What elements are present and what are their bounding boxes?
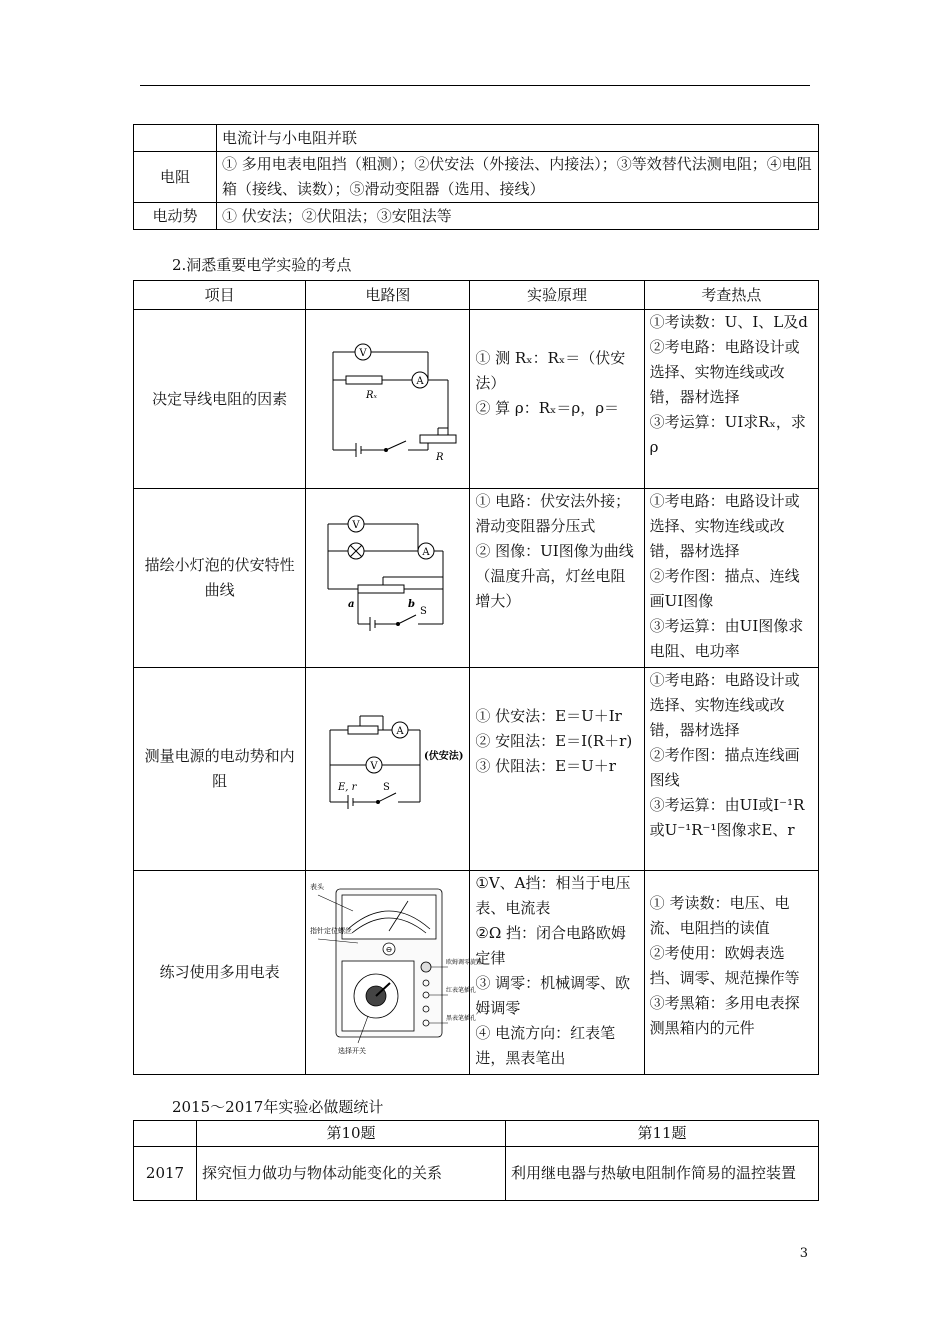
voltmeter-label: V	[370, 761, 378, 772]
table-row	[134, 871, 819, 1075]
hot-line: ③考运算：由UI或I⁻¹R或U⁻¹R⁻¹图像求E、r	[649, 796, 805, 839]
hot-line: ②考使用：欧姆表选挡、调零、规范操作等	[649, 944, 800, 987]
switch-label: S	[382, 782, 390, 793]
row-label: 电动势	[134, 203, 217, 230]
hot-line: ②考作图：描点连线画图线	[649, 746, 800, 789]
method-note: (伏安法)	[423, 751, 464, 762]
ammeter-label: A	[422, 547, 430, 558]
row-content: ① 伏安法；②伏阻法；③安阻法等	[217, 203, 819, 230]
emf-label: E, r	[337, 782, 357, 793]
hot-line: ③考运算：UI求Rₓ，求 ρ	[649, 413, 806, 456]
experiment-table	[133, 280, 819, 1075]
hot-line: ②考作图：描点、连线画UI图像	[649, 567, 800, 610]
pointer-screw-label: 指针定位螺丝	[309, 927, 352, 935]
principle-line: ② 安阻法：E＝I(R＋r)	[475, 732, 633, 750]
table-row	[134, 668, 819, 871]
hot-cell	[644, 668, 818, 871]
hot-line: ③考黑箱：多用电表探测黑箱内的元件	[649, 994, 800, 1037]
switch-label: S	[419, 606, 427, 617]
q10-cell: 探究恒力做功与物体动能变化的关系	[197, 1147, 506, 1201]
header-q11: 第11题	[506, 1121, 819, 1147]
hot-line: ②考电路：电路设计或选择、实物连线或改错，器材选择	[649, 338, 800, 406]
resistance-circuit-diagram	[308, 310, 468, 480]
section-title: 2.洞悉重要电学实验的考点	[172, 256, 352, 274]
emf-circuit-diagram	[308, 670, 468, 860]
hot-line: ①考读数：U、I、L及d	[649, 313, 808, 331]
multimeter-diagram-cell	[306, 871, 482, 1075]
meter-head-label: 表头	[309, 883, 324, 891]
principle-line: ①V、A挡：相当于电压表、电流表	[475, 874, 631, 917]
section-title: 2015～2017年实验必做题统计	[172, 1098, 384, 1116]
hot-line: ③考运算：由UI图像求电阻、电功率	[649, 617, 804, 660]
header-hot: 考查热点	[644, 281, 818, 310]
rx-label: Rₓ	[365, 390, 377, 401]
table-header-row	[134, 281, 819, 310]
header-q10: 第10题	[197, 1121, 506, 1147]
header-rule	[140, 85, 810, 86]
principle-line: ① 测 Rₓ：Rₓ＝（伏安法）	[475, 349, 626, 392]
point-a-label: a	[347, 599, 355, 610]
principle-line: ② 算 ρ：Rₓ＝ρ，ρ＝	[475, 399, 620, 417]
table-row	[134, 152, 819, 203]
multimeter-diagram	[308, 871, 482, 1066]
ammeter-label: A	[416, 376, 424, 387]
principle-cell	[470, 310, 644, 489]
r-label: R	[435, 452, 444, 463]
row-content: ① 多用电表电阻挡（粗测）；②伏安法（外接法、内接法）；③等效替代法测电阻；④电阻箱（接线、读数）；⑤滑动变阻器（选用、接线）	[217, 152, 819, 203]
table-row	[134, 489, 819, 668]
ohm-knob-label: 欧姆调零旋钮	[445, 959, 482, 966]
row-label: 电阻	[134, 152, 217, 203]
principle-cell	[470, 668, 644, 871]
hot-line: ①考电路：电路设计或选择、实物连线或改错，器材选择	[649, 492, 800, 560]
principle-line: ③ 调零：机械调零、欧姆调零	[475, 974, 631, 1017]
hot-line: ① 考读数：电压、电流、电阻挡的读值	[649, 894, 790, 937]
black-jack-label: 黑表笔插孔	[445, 1015, 476, 1022]
header-diagram: 电路图	[306, 281, 470, 310]
project-cell: 描绘小灯泡的伏安特性曲线	[134, 489, 306, 668]
hot-cell	[644, 871, 818, 1075]
table-header-row	[134, 1121, 819, 1147]
principle-line: ① 电路：伏安法外接；滑动变阻器分压式	[475, 492, 631, 535]
header-principle: 实验原理	[470, 281, 644, 310]
table-row	[134, 203, 819, 230]
lamp-circuit-diagram	[308, 489, 468, 659]
table-row	[134, 125, 819, 152]
circuit-diagram-cell	[306, 310, 470, 489]
principle-line: ② 图像：UI图像为曲线（温度升高，灯丝电阻增大）	[475, 542, 634, 610]
svg-text:⊖: ⊖	[385, 945, 393, 954]
table-row	[134, 310, 819, 489]
project-cell: 测量电源的电动势和内阻	[134, 668, 306, 871]
q11-cell: 利用继电器与热敏电阻制作简易的温控装置	[506, 1147, 819, 1201]
circuit-diagram-cell	[306, 668, 470, 871]
principle-line: ②Ω 挡：闭合电路欧姆定律	[475, 924, 627, 967]
principle-line: ④ 电流方向：红表笔进，黑表笔出	[475, 1024, 616, 1067]
row-label	[134, 125, 217, 152]
red-jack-label: 红表笔插孔	[445, 987, 476, 994]
hot-line: ①考电路：电路设计或选择、实物连线或改错，器材选择	[649, 671, 800, 739]
principle-cell	[470, 871, 644, 1075]
year-cell: 2017	[134, 1147, 197, 1201]
header-project: 项目	[134, 281, 306, 310]
principle-line: ③ 伏阻法：E＝U＋r	[475, 757, 616, 775]
voltmeter-label: V	[359, 348, 367, 359]
project-cell: 决定导线电阻的因素	[134, 310, 306, 489]
header-year	[134, 1121, 197, 1147]
voltmeter-label: V	[352, 520, 360, 531]
point-b-label: b	[407, 599, 415, 610]
principle-line: ① 伏安法：E＝U＋Ir	[475, 707, 622, 725]
measurement-methods-table	[133, 124, 819, 230]
hot-cell	[644, 489, 818, 668]
principle-cell	[470, 489, 644, 668]
circuit-diagram-cell	[306, 489, 470, 668]
ammeter-label: A	[396, 726, 404, 737]
hot-cell	[644, 310, 818, 489]
page-number: 3	[799, 1246, 808, 1261]
yearly-stats-table	[133, 1120, 819, 1201]
row-content: 电流计与小电阻并联	[217, 125, 819, 152]
project-cell: 练习使用多用电表	[134, 871, 306, 1075]
selector-switch-label: 选择开关	[337, 1047, 366, 1055]
table-row	[134, 1147, 819, 1201]
